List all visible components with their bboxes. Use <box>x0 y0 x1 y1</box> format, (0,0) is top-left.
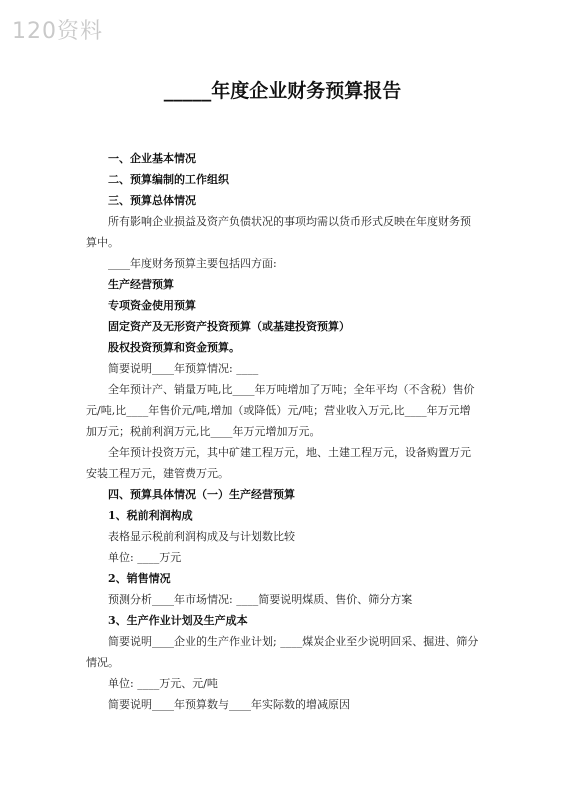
paragraph-profit-table: 表格显示税前利润构成及与计划数比较 <box>108 530 295 543</box>
paragraph-market-forecast: 预测分析____年市场情况: ____简要说明煤质、售价、筛分方案 <box>108 593 413 606</box>
item-fixed-asset-budget: 固定资产及无形资产投资预算（或基建投资预算） <box>108 320 350 333</box>
paragraph-production-plan: 简要说明____企业的生产作业计划; ____煤炭企业至少说明回采、掘进、筛分情况。 <box>86 635 479 669</box>
heading-basic-info: 一、企业基本情况 <box>108 152 196 165</box>
heading-production-plan: 3、生产作业计划及生产成本 <box>108 614 248 627</box>
heading-sales: 2、销售情况 <box>108 572 171 585</box>
heading-budget-organization: 二、预算编制的工作组织 <box>108 173 229 186</box>
item-special-fund-budget: 专项资金使用预算 <box>108 299 196 312</box>
heading-specific-budget: 四、预算具体情况（一）生产经营预算 <box>108 488 295 501</box>
document-body <box>86 148 481 715</box>
watermark: 120资料 <box>12 19 103 44</box>
document-title: _____年度企业财务预算报告 <box>163 80 402 102</box>
paragraph-variance-reason: 简要说明____年预算数与____年实际数的增减原因 <box>108 698 350 711</box>
heading-budget-overview: 三、预算总体情况 <box>108 194 196 207</box>
paragraph-investment: 全年预计投资万元，其中矿建工程万元，地、土建工程万元，设备购置万元安装工程万元，建管费万元。 <box>86 446 471 480</box>
paragraph-production-sales: 全年预计产、销量万吨,比____年万吨增加了万吨；全年平均（不含税）售价元/吨,比____年售价元/吨,增加（或降低）元/吨；营业收入万元,比____年万元增加万元；税前利润万元,比____年万元增加万元。 <box>86 383 475 438</box>
item-operating-budget: 生产经营预算 <box>108 278 174 291</box>
heading-pretax-profit: 1、税前利润构成 <box>108 509 193 522</box>
item-equity-fund-budget: 股权投资预算和资金预算。 <box>108 341 240 354</box>
paragraph-four-aspects: ____年度财务预算主要包括四方面: <box>108 257 277 270</box>
unit-line-1: 单位: ____万元 <box>108 551 182 564</box>
unit-line-2: 单位: ____万元、元/吨 <box>108 677 218 690</box>
paragraph-brief-summary: 简要说明____年预算情况: ____ <box>108 362 259 375</box>
paragraph-currency-note: 所有影响企业损益及资产负债状况的事项均需以货币形式反映在年度财务预算中。 <box>86 215 471 249</box>
